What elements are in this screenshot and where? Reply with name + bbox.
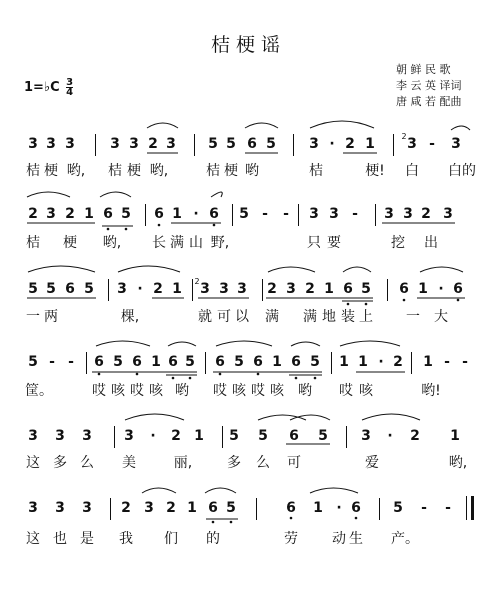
lyric-syllable: 梗 [44,163,58,179]
note: 2 [410,428,420,444]
note: 3 [407,136,417,152]
slur-mark [420,267,463,272]
time-sig-numerator: 3 [66,77,74,88]
note: - [68,354,74,370]
note: - [445,500,451,516]
lyric-syllable: 筐。 [25,383,53,399]
note: 1 [84,206,94,222]
note: 6 [65,281,75,297]
key-label: 1=♭C [24,80,60,95]
note: · [378,354,384,370]
lyric-syllable: 棵, [120,309,140,325]
lyric-syllable: 大 [434,309,448,325]
note: - [429,136,435,152]
note: 5 [28,354,38,370]
note: 5 [121,206,131,222]
note: 1 [313,500,323,516]
note: 3 [82,428,92,444]
lyric-syllable: 野, [210,235,230,251]
lyric-syllable: 满 [170,235,184,251]
note: 6 [399,281,409,297]
lyric-syllable: 桔 [26,163,40,179]
note: 6 [208,500,218,516]
note: 3 [65,136,75,152]
lyric-syllable: 桔 [26,235,40,251]
note: 2 [153,281,163,297]
time-sig-denominator: 4 [66,87,74,98]
lyric-syllable: 满 [265,309,279,325]
note: 3 [28,136,38,152]
note: 2 [421,206,431,222]
lyric-syllable: 是 [80,531,94,547]
note: 3 [124,428,134,444]
octave-dot [347,303,350,306]
lyric-syllable: 挖 [391,235,405,251]
lyric-syllable: 桔 [309,163,323,179]
octave-dot [403,299,406,302]
lyric-syllable: 哎 [251,383,265,399]
note: 3 [46,136,56,152]
note: 3 [219,281,229,297]
lyric-syllable: 满 [303,309,317,325]
note: 3 [28,500,38,516]
note: 5 [361,281,371,297]
slur-mark [310,121,374,128]
note: 5 [258,428,268,444]
note: - [444,354,450,370]
note: 1 [365,136,375,152]
octave-dot [158,224,161,227]
octave-dot [189,377,192,380]
note: 6 [154,206,164,222]
note: 5 [229,428,239,444]
note: 5 [46,281,56,297]
note: 6 [132,354,142,370]
note: 2 [28,206,38,222]
octave-dot [219,373,222,376]
octave-dot [230,521,233,524]
octave-dot [213,224,216,227]
note: 5 [266,136,276,152]
note: 3 [329,206,339,222]
lyric-syllable: 哟 [298,383,312,399]
lyric-syllable: 上 [359,309,373,325]
lyric-syllable: 咳 [232,383,246,399]
note: 3 [55,428,65,444]
note: 3 [46,206,56,222]
slur-mark [125,414,184,420]
lyric-syllable: 丽, [173,455,193,471]
lyric-syllable: 多 [53,455,67,471]
note: 3 [28,428,38,444]
octave-dot [212,521,215,524]
note: 3 [144,500,154,516]
note: 2 [267,281,277,297]
meter-change-mark: 2 [194,277,200,286]
lyric-syllable: 哎 [92,383,106,399]
note: 3 [129,136,139,152]
note: 6 [253,354,263,370]
lyric-syllable: 么 [80,455,94,471]
lyric-syllable: 哟, [448,455,468,471]
lyric-syllable: 地 [322,309,336,325]
octave-dot [125,228,128,231]
lyric-syllable: 的 [206,531,220,547]
note: 6 [453,281,463,297]
note: 6 [168,354,178,370]
lyric-syllable: 美 [122,455,136,471]
note: 1 [272,354,282,370]
slur-mark [205,488,236,493]
lyric-syllable: 爱 [365,455,379,471]
lyric-syllable: 么 [256,455,270,471]
note: 1 [187,500,197,516]
lyric-syllable: 哟! [421,383,441,399]
note: 6 [215,354,225,370]
note: 3 [361,428,371,444]
note: 3 [451,136,461,152]
note: 2 [121,500,131,516]
lyric-syllable: 我 [119,531,133,547]
note: 1 [151,354,161,370]
lyric-syllable: 哟 [175,383,189,399]
note: 1 [172,281,182,297]
note: 6 [94,354,104,370]
note: 3 [403,206,413,222]
slur-mark [96,341,150,346]
note: 3 [82,500,92,516]
note: · [438,281,444,297]
lyric-syllable: 哟 [245,163,259,179]
slur-mark [451,126,470,130]
origin-text: 朝 鲜 民 歌 [396,63,451,76]
slur-mark [291,342,320,346]
note: 1 [358,354,368,370]
note: - [421,500,427,516]
note: · [137,281,143,297]
slur-mark [28,266,95,272]
lyric-syllable: 桔 [108,163,122,179]
octave-dot [355,517,358,520]
note: 5 [393,500,403,516]
octave-dot [290,517,293,520]
lyric-syllable: 白的 [448,163,476,179]
lyric-syllable: 哟, [66,163,86,179]
lyric-syllable: 可 [287,455,301,471]
octave-dot [457,299,460,302]
lyric-syllable: 装 [341,309,355,325]
lyric-syllable: 生 [349,531,363,547]
lyric-syllable: 桔 [206,163,220,179]
note: 3 [110,136,120,152]
note: 3 [166,136,176,152]
song-title: 桔梗谣 [210,34,286,56]
slur-mark [142,488,176,493]
note: · [329,136,335,152]
lyric-syllable: 梗 [63,235,77,251]
note: 2 [171,428,181,444]
lyric-syllable: 要 [327,235,341,251]
note: - [352,206,358,222]
note: 6 [247,136,257,152]
slur-mark [211,192,222,197]
note: 6 [291,354,301,370]
note: 2 [393,354,403,370]
lyric-syllable: 一 [26,309,40,325]
lyric-syllable: 出 [424,235,438,251]
lyric-syllable: 梗 [224,163,238,179]
octave-dot [107,228,110,231]
octave-dot [172,377,175,380]
note: 5 [208,136,218,152]
lyric-syllable: 山 [189,235,203,251]
note: - [283,206,289,222]
note: 5 [185,354,195,370]
slur-mark [27,192,70,197]
slur-mark [147,123,178,128]
note: 1 [194,428,204,444]
note: 3 [309,136,319,152]
lyric-syllable: 咳 [359,383,373,399]
note: - [262,206,268,222]
note: 5 [84,281,94,297]
lyric-syllable: 哎 [339,383,353,399]
note: 3 [286,281,296,297]
note: 1 [324,281,334,297]
lyric-syllable: 多 [227,455,241,471]
lyric-syllable: 也 [53,531,67,547]
meter-change-mark: 2 [401,132,407,141]
note: - [462,354,468,370]
lyric-syllable: 就 [198,309,212,325]
note: 6 [343,281,353,297]
octave-dot [136,373,139,376]
note: 1 [450,428,460,444]
slur-mark [290,415,330,420]
lyric-syllable: 咳 [149,383,163,399]
note: 5 [113,354,123,370]
note: 2 [166,500,176,516]
note: 1 [423,354,433,370]
note: 5 [226,500,236,516]
note: 5 [310,354,320,370]
note: · [193,206,199,222]
note: 2 [65,206,75,222]
octave-dot [295,377,298,380]
note: 3 [200,281,210,297]
lyric-syllable: 以 [235,309,249,325]
slur-mark [258,415,306,420]
lyric-syllable: 咳 [270,383,284,399]
octave-dot [314,377,317,380]
note: 3 [443,206,453,222]
note: 5 [239,206,249,222]
lyric-syllable: 动 [332,531,346,547]
lyric-syllable: 产。 [391,531,419,547]
note: 3 [309,206,319,222]
lyric-syllable: 梗! [365,163,385,179]
lyric-syllable: 这 [26,531,40,547]
slur-mark [118,266,180,272]
note: - [49,354,55,370]
note: 5 [226,136,236,152]
note: 3 [237,281,247,297]
lyric-syllable: 劳 [284,531,298,547]
note: 5 [318,428,328,444]
note: 1 [172,206,182,222]
lyric-syllable: 两 [44,309,58,325]
octave-dot [365,303,368,306]
slur-mark [343,267,371,272]
note: · [387,428,393,444]
lyric-syllable: 一 [406,309,420,325]
slur-mark [216,341,272,346]
lyric-syllable: 梗 [127,163,141,179]
note: 2 [148,136,158,152]
slur-mark [340,341,400,346]
note: 5 [234,354,244,370]
note: 1 [418,281,428,297]
lyric-syllable: 长 [152,235,166,251]
octave-dot [98,373,101,376]
note: 1 [339,354,349,370]
note: 6 [351,500,361,516]
lyric-syllable: 哟, [102,235,122,251]
note: 5 [28,281,38,297]
slur-mark [245,123,278,128]
note: 3 [384,206,394,222]
note: 2 [305,281,315,297]
note: 2 [345,136,355,152]
note: 6 [289,428,299,444]
note: 6 [209,206,219,222]
note: 6 [286,500,296,516]
lyric-syllable: 可 [217,309,231,325]
octave-dot [257,373,260,376]
note: · [336,500,342,516]
note: 3 [117,281,127,297]
lyric-syllable: 哎 [130,383,144,399]
lyricist-text: 李 云 英 译词 [396,79,462,92]
note: 6 [103,206,113,222]
lyric-syllable: 们 [164,531,178,547]
slur-mark [268,267,315,272]
slur-mark [310,488,358,493]
lyric-syllable: 只 [307,235,321,251]
lyric-syllable: 白 [405,163,419,179]
lyric-syllable: 这 [26,455,40,471]
lyric-syllable: 哟, [149,163,169,179]
slur-mark [100,192,131,197]
arranger-text: 唐 咸 若 配曲 [396,95,462,108]
slur-mark [168,342,196,346]
note: 3 [55,500,65,516]
slur-mark [362,414,420,420]
note: · [150,428,156,444]
lyric-syllable: 咳 [111,383,125,399]
lyric-syllable: 哎 [213,383,227,399]
